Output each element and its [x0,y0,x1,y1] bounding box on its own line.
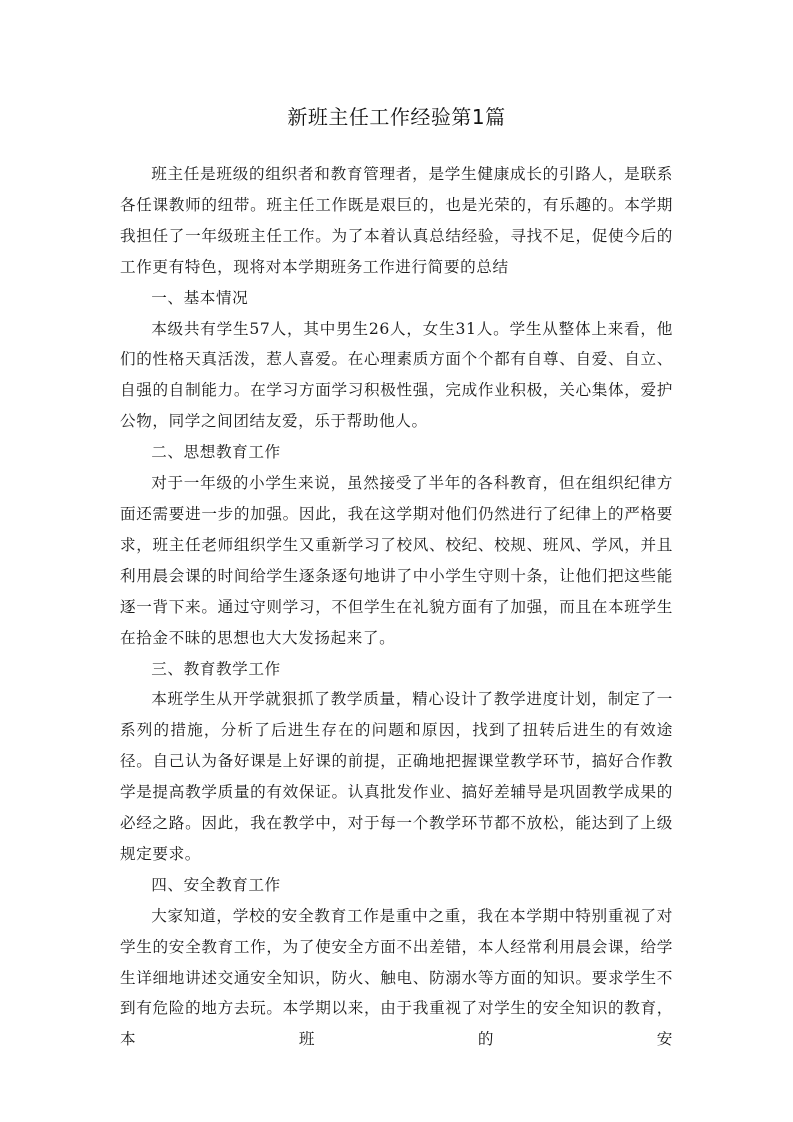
section-heading-safety-education: 四、安全教育工作 [151,875,281,894]
ideological-education-paragraph: 对于一年级的小学生来说，虽然接受了半年的各科教育，但在组织纪律方面还需要进一步的加强。因此，我在这学期对他们仍然进行了纪律上的严格要求，班主任老师组织学生又重新学习了校风、校纪、校规、班风、学风，并且利用晨会课的时间给学生逐条逐句地讲了中小学生守则十条，让他们把这些能逐一背下来。通过守则学习，不但学生在礼貌方面有了加强，而且在本班学生在拾金不昧的思想也大大发扬起来了。 [120,474,673,647]
document-title: 新班主任工作经验第1篇 [287,105,506,129]
basic-situation-paragraph: 本级共有学生57人，其中男生26人，女生31人。学生从整体上来看，他们的性格天真活泼，惹人喜爱。在心理素质方面个个都有自尊、自爱、自立、自强的自制能力。在学习方面学习积极性强，完成作业积极，关心集体，爱护公物，同学之间团结友爱，乐于帮助他人。 [120,319,673,431]
section-heading-basic-situation: 一、基本情况 [151,288,249,307]
safety-education-paragraph: 大家知道，学校的安全教育工作是重中之重，我在本学期中特别重视了对学生的安全教育工作，为了使安全方面不出差错，本人经常利用晨会课，给学生详细地讲述交通安全知识，防火、触电、防溺水等方面的知识。要求学生不到有危险的地方去玩。本学期以来，由于我重视了对学生的安全知识的教育，本班的安 [120,906,673,1049]
document-body [120,159,673,1055]
section-heading-teaching-work: 三、教育教学工作 [151,659,281,678]
section-heading-ideological-education: 二、思想教育工作 [151,443,281,462]
teaching-work-paragraph: 本班学生从开学就狠抓了教学质量，精心设计了教学进度计划，制定了一系列的措施，分析了后进生存在的问题和原因，找到了扭转后进生的有效途径。自己认为备好课是上好课的前提，正确地把握课堂教学环节，搞好合作教学是提高教学质量的有效保证。认真批发作业、搞好差辅导是巩固教学成果的必经之路。因此，我在教学中，对于每一个教学环节都不放松，能达到了上级规定要求。 [120,690,673,863]
intro-paragraph: 班主任是班级的组织者和教育管理者，是学生健康成长的引路人，是联系各任课教师的纽带。班主任工作既是艰巨的，也是光荣的，有乐趣的。本学期我担任了一年级班主任工作。为了本着认真总结经验，寻找不足，促使今后的工作更有特色，现将对本学期班务工作进行简要的总结 [120,165,673,276]
